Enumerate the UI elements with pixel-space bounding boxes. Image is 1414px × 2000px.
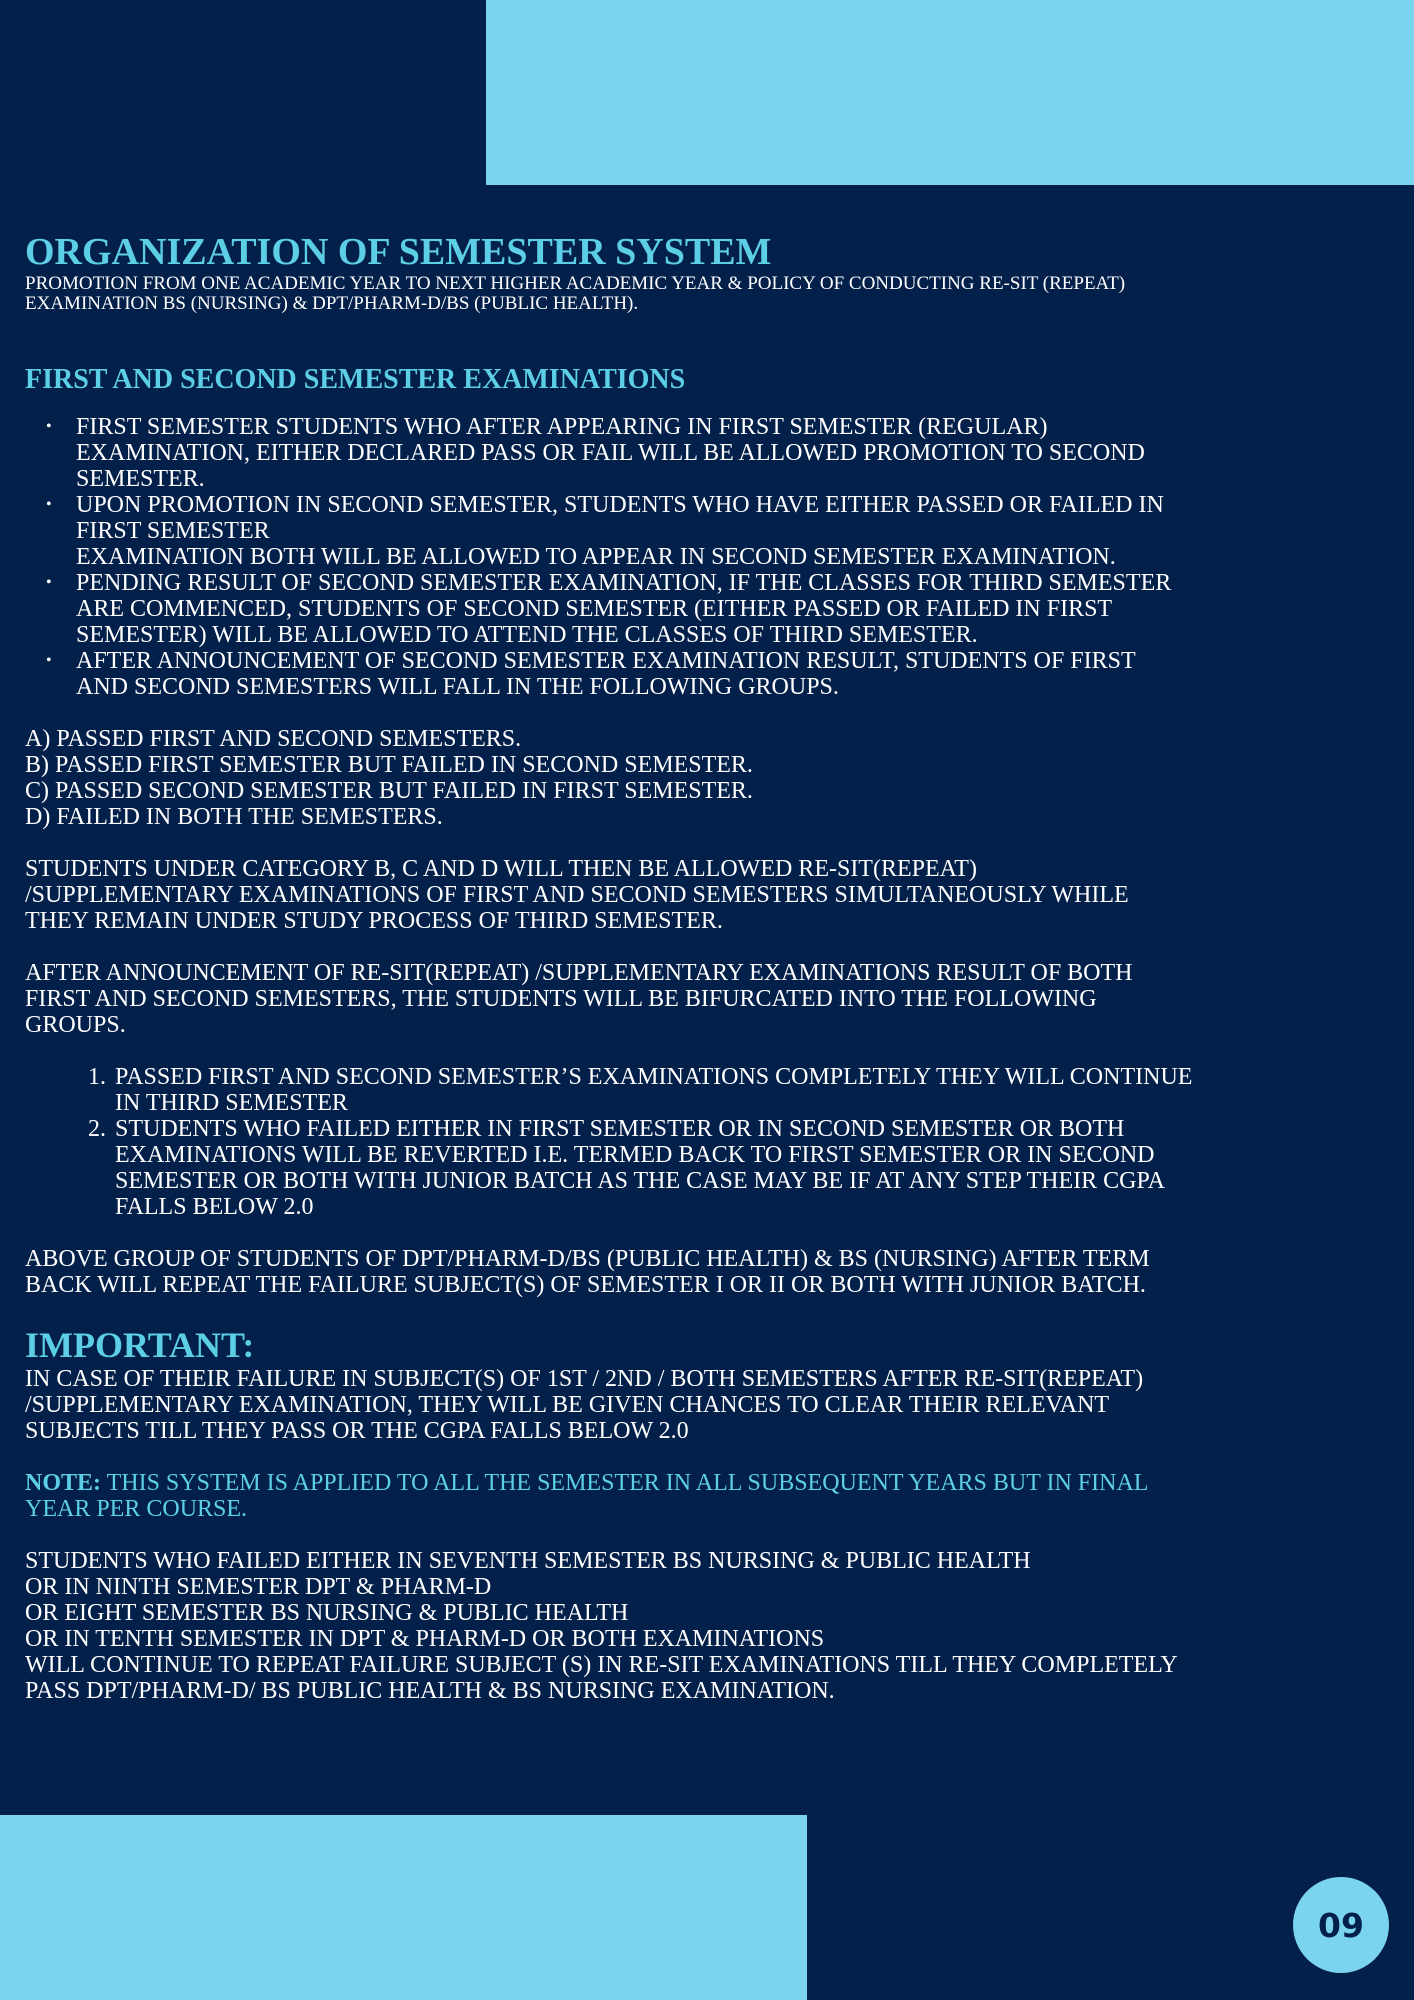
subtitle-line: PROMOTION FROM ONE ACADEMIC YEAR TO NEXT HIGHER ACADEMIC YEAR & POLICY OF CONDUCTING RE-SIT (REPEAT) <box>25 273 1126 294</box>
bullet-line: AND SECOND SEMESTERS WILL FALL IN THE FOLLOWING GROUPS. <box>76 674 839 700</box>
paragraph-line: PASS DPT/PHARM-D/ BS PUBLIC HEALTH & BS NURSING EXAMINATION. <box>25 1678 835 1704</box>
paragraph-line: STUDENTS WHO FAILED EITHER IN SEVENTH SEMESTER BS NURSING & PUBLIC HEALTH <box>25 1548 1031 1574</box>
paragraph-line: SUBJECTS TILL THEY PASS OR THE CGPA FALLS BELOW 2.0 <box>25 1418 689 1444</box>
page-content <box>25 230 1385 1704</box>
bullet-line: PENDING RESULT OF SECOND SEMESTER EXAMINATION, IF THE CLASSES FOR THIRD SEMESTER <box>76 570 1172 596</box>
important-heading: IMPORTANT: <box>25 1325 255 1365</box>
term-back-paragraph <box>25 1246 1385 1298</box>
paragraph-line: /SUPPLEMENTARY EXAMINATIONS OF FIRST AND SECOND SEMESTERS SIMULTANEOUSLY WHILE <box>25 882 1129 908</box>
bullet-item <box>46 648 1385 700</box>
note-text: YEAR PER COURSE. <box>25 1496 248 1522</box>
bullet-line: SEMESTER. <box>76 466 205 492</box>
paragraph-line: THEY REMAIN UNDER STUDY PROCESS OF THIRD SEMESTER. <box>25 908 723 934</box>
bullet-line: ARE COMMENCED, STUDENTS OF SECOND SEMESTER (EITHER PASSED OR FAILED IN FIRST <box>76 596 1113 622</box>
top-accent-block <box>486 0 1414 185</box>
bifurcation-paragraph <box>25 960 1385 1038</box>
bullet-icon: • <box>46 574 52 591</box>
note-paragraph <box>25 1470 1385 1522</box>
rules-bullet-list <box>25 414 1385 700</box>
item-line: EXAMINATIONS WILL BE REVERTED I.E. TERMED BACK TO FIRST SEMESTER OR IN SECOND <box>115 1142 1155 1168</box>
item-number: 2. <box>88 1116 106 1142</box>
page-title: ORGANIZATION OF SEMESTER SYSTEM <box>25 231 772 273</box>
paragraph-line: FIRST AND SECOND SEMESTERS, THE STUDENTS WILL BE BIFURCATED INTO THE FOLLOWING <box>25 986 1097 1012</box>
bullet-icon: • <box>46 652 52 669</box>
paragraph-line: OR IN TENTH SEMESTER IN DPT & PHARM-D OR BOTH EXAMINATIONS <box>25 1626 825 1652</box>
group-item: C) PASSED SECOND SEMESTER BUT FAILED IN FIRST SEMESTER. <box>25 778 753 804</box>
item-line: IN THIRD SEMESTER <box>115 1090 348 1116</box>
paragraph-line: AFTER ANNOUNCEMENT OF RE-SIT(REPEAT) /SUPPLEMENTARY EXAMINATIONS RESULT OF BOTH <box>25 960 1133 986</box>
bottom-accent-block <box>0 1815 807 2000</box>
important-paragraph <box>25 1366 1385 1444</box>
paragraph-line: GROUPS. <box>25 1012 126 1038</box>
item-line: SEMESTER OR BOTH WITH JUNIOR BATCH AS THE CASE MAY BE IF AT ANY STEP THEIR CGPA <box>115 1168 1165 1194</box>
bullet-icon: • <box>46 496 52 513</box>
item-line: STUDENTS WHO FAILED EITHER IN FIRST SEMESTER OR IN SECOND SEMESTER OR BOTH <box>115 1116 1125 1142</box>
paragraph-line: BACK WILL REPEAT THE FAILURE SUBJECT(S) OF SEMESTER I OR II OR BOTH WITH JUNIOR BATCH. <box>25 1272 1146 1298</box>
group-item: B) PASSED FIRST SEMESTER BUT FAILED IN SECOND SEMESTER. <box>25 752 753 778</box>
outcome-numbered-list <box>25 1064 1385 1220</box>
paragraph-line: ABOVE GROUP OF STUDENTS OF DPT/PHARM-D/BS (PUBLIC HEALTH) & BS (NURSING) AFTER TERM <box>25 1246 1150 1272</box>
section-heading: FIRST AND SECOND SEMESTER EXAMINATIONS <box>25 364 686 395</box>
item-line: PASSED FIRST AND SECOND SEMESTER’S EXAMINATIONS COMPLETELY THEY WILL CONTINUE <box>115 1064 1193 1090</box>
resit-paragraph <box>25 856 1385 934</box>
paragraph-line: /SUPPLEMENTARY EXAMINATION, THEY WILL BE GIVEN CHANCES TO CLEAR THEIR RELEVANT <box>25 1392 1110 1418</box>
paragraph-line: OR IN NINTH SEMESTER DPT & PHARM-D <box>25 1574 492 1600</box>
group-item: A) PASSED FIRST AND SECOND SEMESTERS. <box>25 726 522 752</box>
group-item: D) FAILED IN BOTH THE SEMESTERS. <box>25 804 443 830</box>
bullet-line: AFTER ANNOUNCEMENT OF SECOND SEMESTER EXAMINATION RESULT, STUDENTS OF FIRST <box>76 648 1136 674</box>
subtitle-line: EXAMINATION BS (NURSING) & DPT/PHARM-D/BS (PUBLIC HEALTH). <box>25 293 639 314</box>
bullet-line: EXAMINATION BOTH WILL BE ALLOWED TO APPEAR IN SECOND SEMESTER EXAMINATION. <box>76 544 1116 570</box>
final-year-paragraph <box>25 1548 1385 1704</box>
page-subtitle <box>25 274 1385 314</box>
numbered-item <box>88 1064 1385 1116</box>
bullet-item <box>46 570 1385 648</box>
bullet-item <box>46 414 1385 492</box>
paragraph-line: WILL CONTINUE TO REPEAT FAILURE SUBJECT (S) IN RE-SIT EXAMINATIONS TILL THEY COMPLETELY <box>25 1652 1178 1678</box>
note-label: NOTE: <box>25 1470 102 1496</box>
bullet-line: FIRST SEMESTER STUDENTS WHO AFTER APPEARING IN FIRST SEMESTER (REGULAR) <box>76 414 1048 440</box>
bullet-line: EXAMINATION, EITHER DECLARED PASS OR FAIL WILL BE ALLOWED PROMOTION TO SECOND <box>76 440 1145 466</box>
bullet-line: SEMESTER) WILL BE ALLOWED TO ATTEND THE CLASSES OF THIRD SEMESTER. <box>76 622 978 648</box>
numbered-item <box>88 1116 1385 1220</box>
bullet-icon: • <box>46 418 52 435</box>
paragraph-line: STUDENTS UNDER CATEGORY B, C AND D WILL THEN BE ALLOWED RE-SIT(REPEAT) <box>25 856 977 882</box>
page-number-badge: 09 <box>1293 1877 1389 1973</box>
paragraph-line: OR EIGHT SEMESTER BS NURSING & PUBLIC HEALTH <box>25 1600 629 1626</box>
note-text: THIS SYSTEM IS APPLIED TO ALL THE SEMESTER IN ALL SUBSEQUENT YEARS BUT IN FINAL <box>101 1470 1149 1496</box>
groups-list <box>25 726 1385 830</box>
bullet-line: UPON PROMOTION IN SECOND SEMESTER, STUDENTS WHO HAVE EITHER PASSED OR FAILED IN <box>76 492 1164 518</box>
bullet-item <box>46 492 1385 570</box>
paragraph-line: IN CASE OF THEIR FAILURE IN SUBJECT(S) OF 1ST / 2ND / BOTH SEMESTERS AFTER RE-SIT(REPEAT) <box>25 1366 1144 1392</box>
bullet-line: FIRST SEMESTER <box>76 518 270 544</box>
item-line: FALLS BELOW 2.0 <box>115 1194 314 1220</box>
item-number: 1. <box>88 1064 106 1090</box>
